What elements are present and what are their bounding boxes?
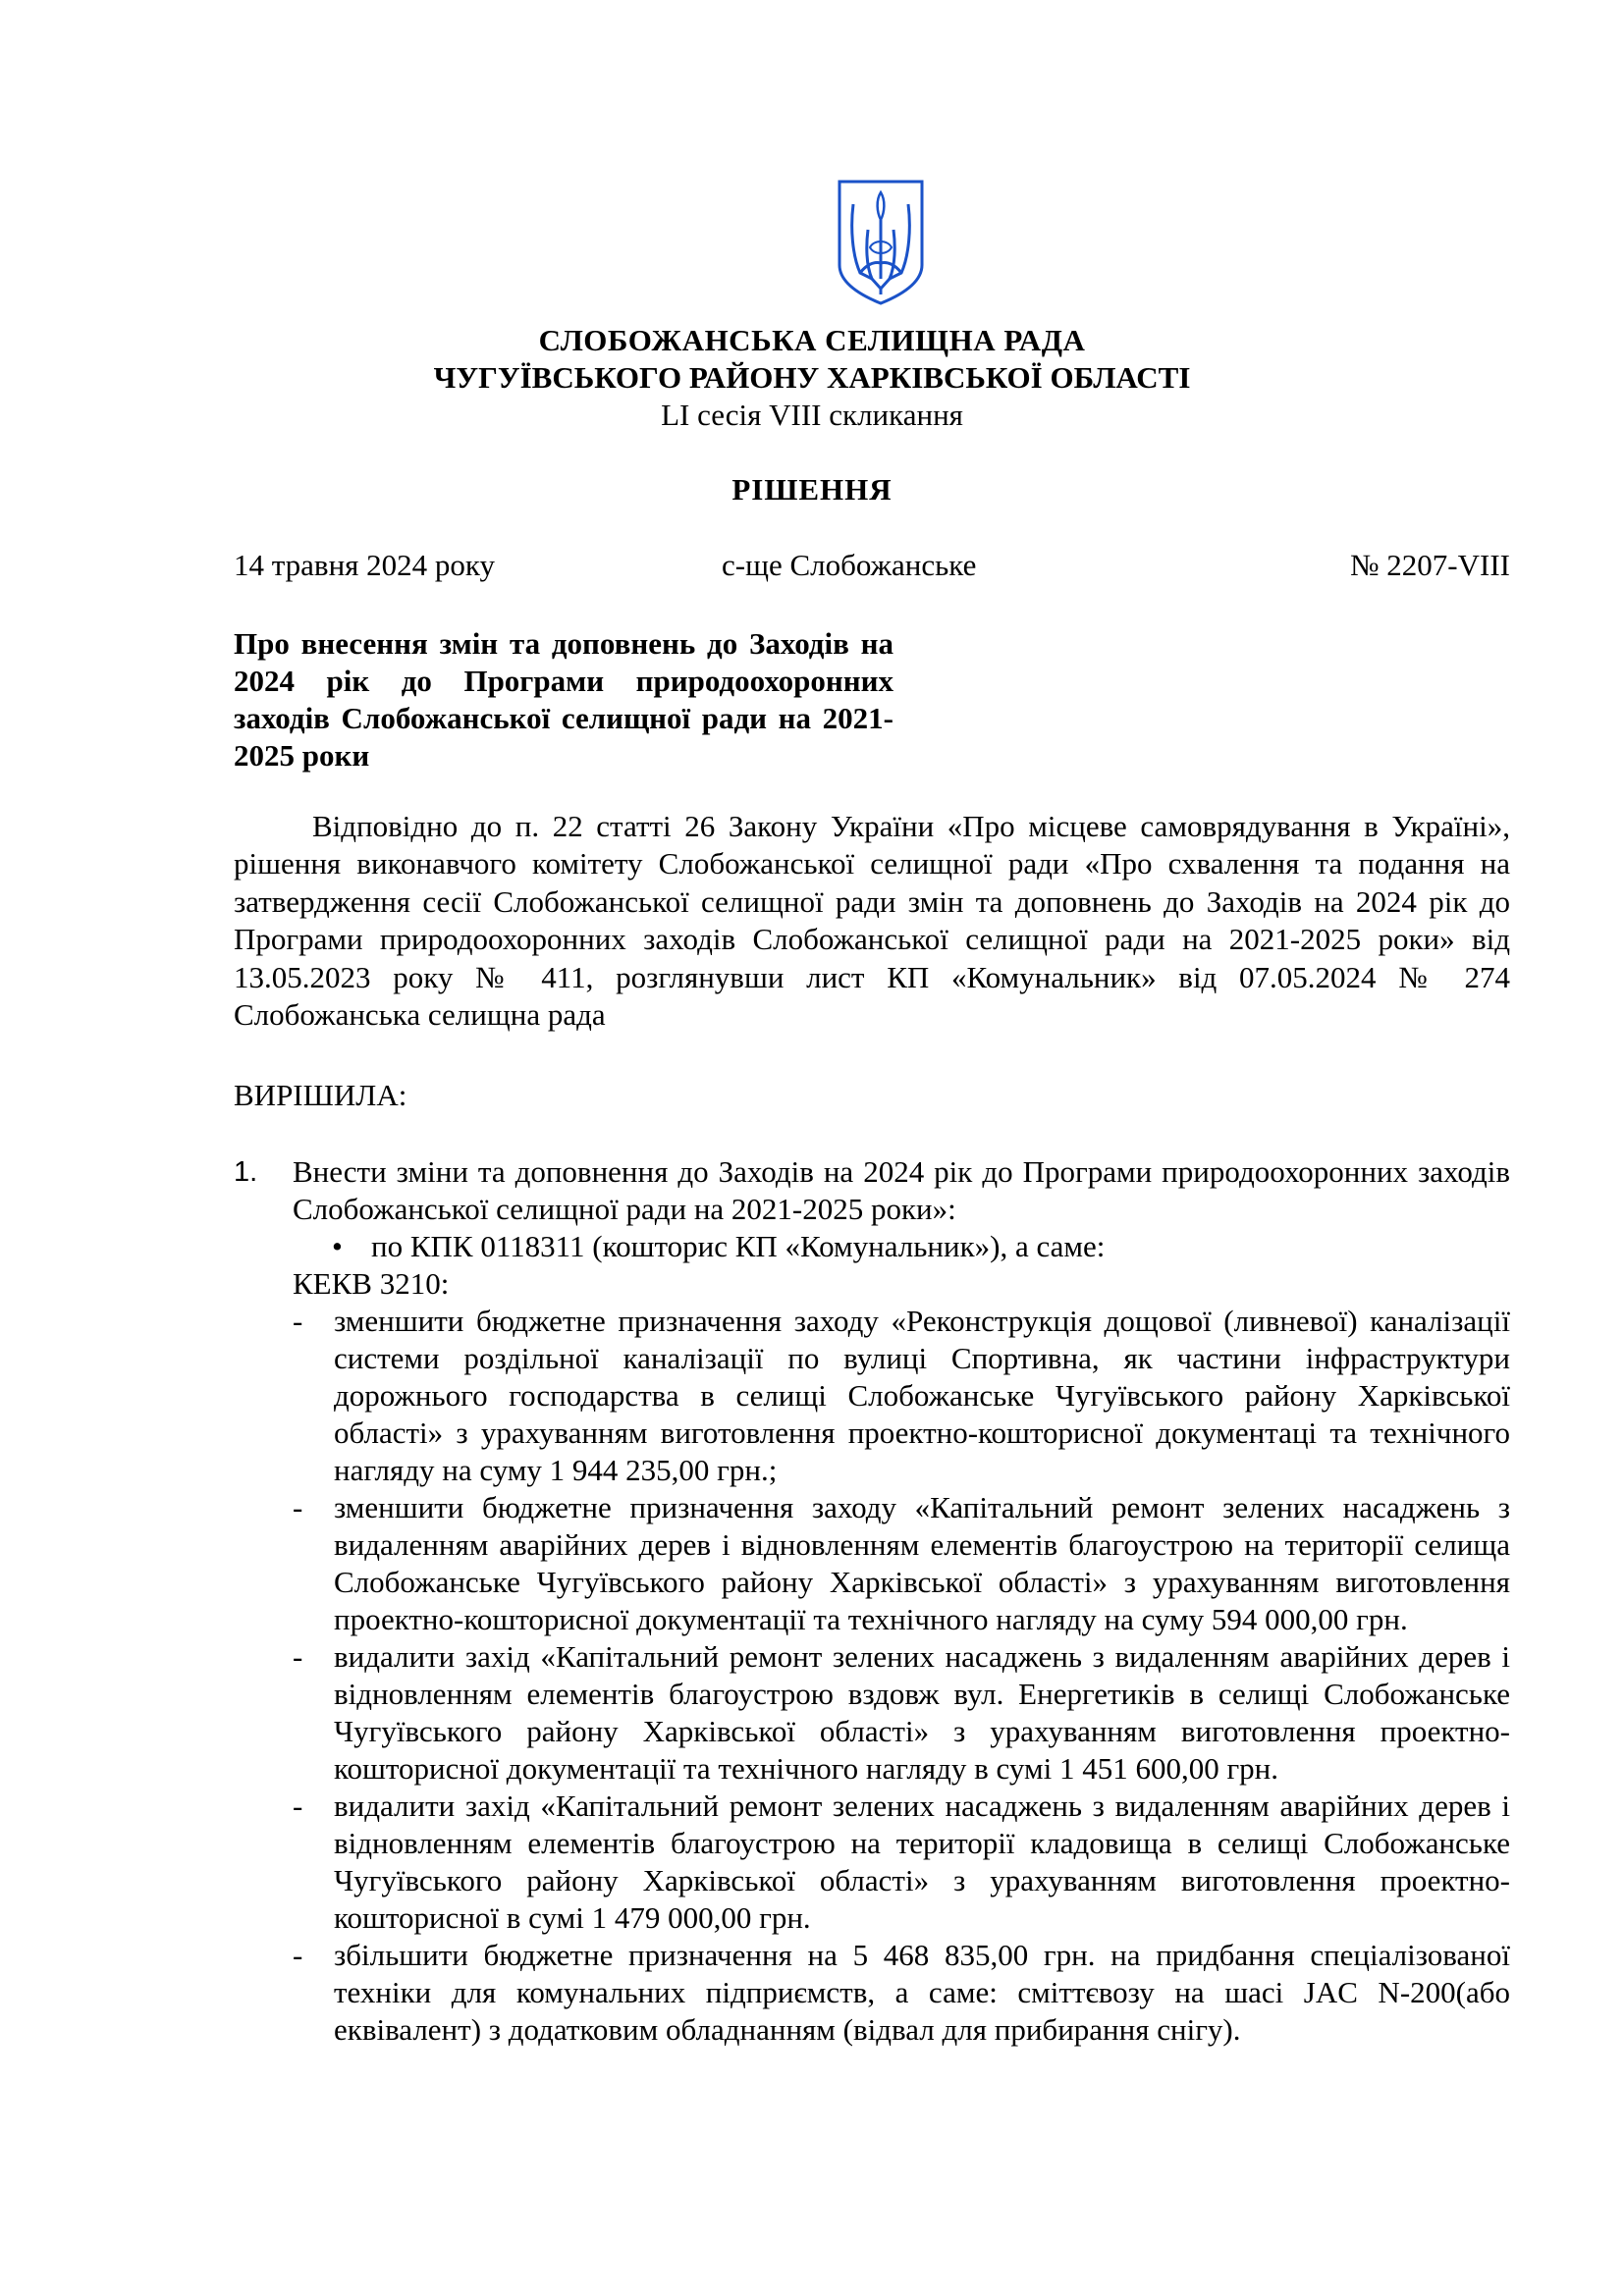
change-text: зменшити бюджетне призначення заходу «Реконструкція дощової (ливневої) каналізації системи роздільної каналізації по вулиці Спортивна, як частини інфраструктури дорожнього господарства в селищі Слобожанське Чугуївського району Харківської області» з урахуванням виготовлення проектно-кошторисної документаці та технічного нагляду на суму 1 944 235,00 грн.; (334, 1304, 1510, 1487)
change-text: видалити захід «Капітальний ремонт зелених насаджень з видаленням аварійних дерев і відновленням елементів благоустрою вздовж вул. Енергетиків в селищі Слобожанське Чугуївського району Харківської області» з урахуванням виготовлення проектно-кошторисної документації та технічного нагляду в сумі 1 451 600,00 грн. (334, 1639, 1510, 1786)
change-text: видалити захід «Капітальний ремонт зелених насаджень з видаленням аварійних дерев і відновленням елементів благоустрою на території кладовища в селищі Слобожанське Чугуївського району Харківської області» з урахуванням виготовлення проектно-кошторисної в сумі 1 479 000,00 грн. (334, 1789, 1510, 1935)
preamble-paragraph: Відповідно до п. 22 статті 26 Закону України «Про місцеве самоврядування в Україні», рішення виконавчого комітету Слобожанської селищної ради «Про схвалення та подання на затвердження сесії Слобожанської селищної ради змін та доповнень до Заходів на 2024 рік до Програми природоохоронних заходів Слобожанської селищної ради на 2021-2025 роки» від 13.05.2023 року № 411, розглянувши лист КП «Комунальник» від 07.05.2024 № 274 Слобожанська селищна рада (234, 809, 1510, 1033)
decision-title: РІШЕННЯ (731, 472, 893, 507)
council-name: СЛОБОЖАНСЬКА СЕЛИЩНА РАДА (538, 323, 1086, 357)
ukraine-trident-emblem-icon (837, 179, 925, 306)
dash-marker: - (293, 1639, 303, 1674)
decision-number: № 2207-VIII (1349, 548, 1510, 582)
change-text: зменшити бюджетне призначення заходу «Капітальний ремонт зелених насаджень з видаленням аварійних дерев і відновленням елементів благоустрою на території селища Слобожанське Чугуївського району Харківської області» з урахуванням виготовлення проектно-кошторисної документації та технічного нагляду на суму 594 000,00 грн. (334, 1490, 1510, 1636)
change-item (293, 1489, 1510, 1638)
change-item (293, 1638, 1510, 1788)
change-text: збільшити бюджетне призначення на 5 468 835,00 грн. на придбання спеціалізованої техніки для комунальних підприємств, а саме: сміттєвозу на шасі JAC N-200(або еквівалент) з додатковим обладнанням (відвал для прибирання снігу). (334, 1938, 1510, 2047)
decision-date: 14 травня 2024 року (234, 548, 496, 582)
kekv-code: КЕКВ 3210: (293, 1266, 450, 1301)
budget-program-bullet (332, 1228, 1510, 1265)
dash-marker: - (293, 1938, 303, 1972)
session-line: LI сесія VIII скликання (661, 398, 963, 432)
bullet-icon: • (332, 1229, 343, 1263)
district-name: ЧУГУЇВСЬКОГО РАЙОНУ ХАРКІВСЬКОЇ ОБЛАСТІ (433, 360, 1191, 395)
change-item (293, 1303, 1510, 1489)
item-text: Внести зміни та доповнення до Заходів на 2024 рік до Програми природоохоронних заходів Слобожанської селищної ради на 2021-2025 роки»: (293, 1154, 1510, 1226)
decision-meta-row (234, 547, 1510, 586)
dash-marker: - (293, 1490, 303, 1524)
dash-marker: - (293, 1304, 303, 1338)
item-number: 1. (234, 1156, 258, 1188)
decision-subject: Про внесення змін та доповнень до Заходів на 2024 рік до Програми природоохоронних заходів Слобожанської селищної ради на 2021-2025 роки (234, 626, 893, 773)
resolved-heading: ВИРІШИЛА: (234, 1078, 407, 1112)
dash-marker: - (293, 1789, 303, 1823)
change-item (293, 1937, 1510, 2049)
decision-place: с-ще Слобожанське (722, 548, 977, 582)
budget-program-text: по КПК 0118311 (кошторис КП «Комунальник»), а саме: (371, 1229, 1106, 1263)
resolution-item-1 (234, 1153, 1510, 2049)
change-item (293, 1788, 1510, 1937)
